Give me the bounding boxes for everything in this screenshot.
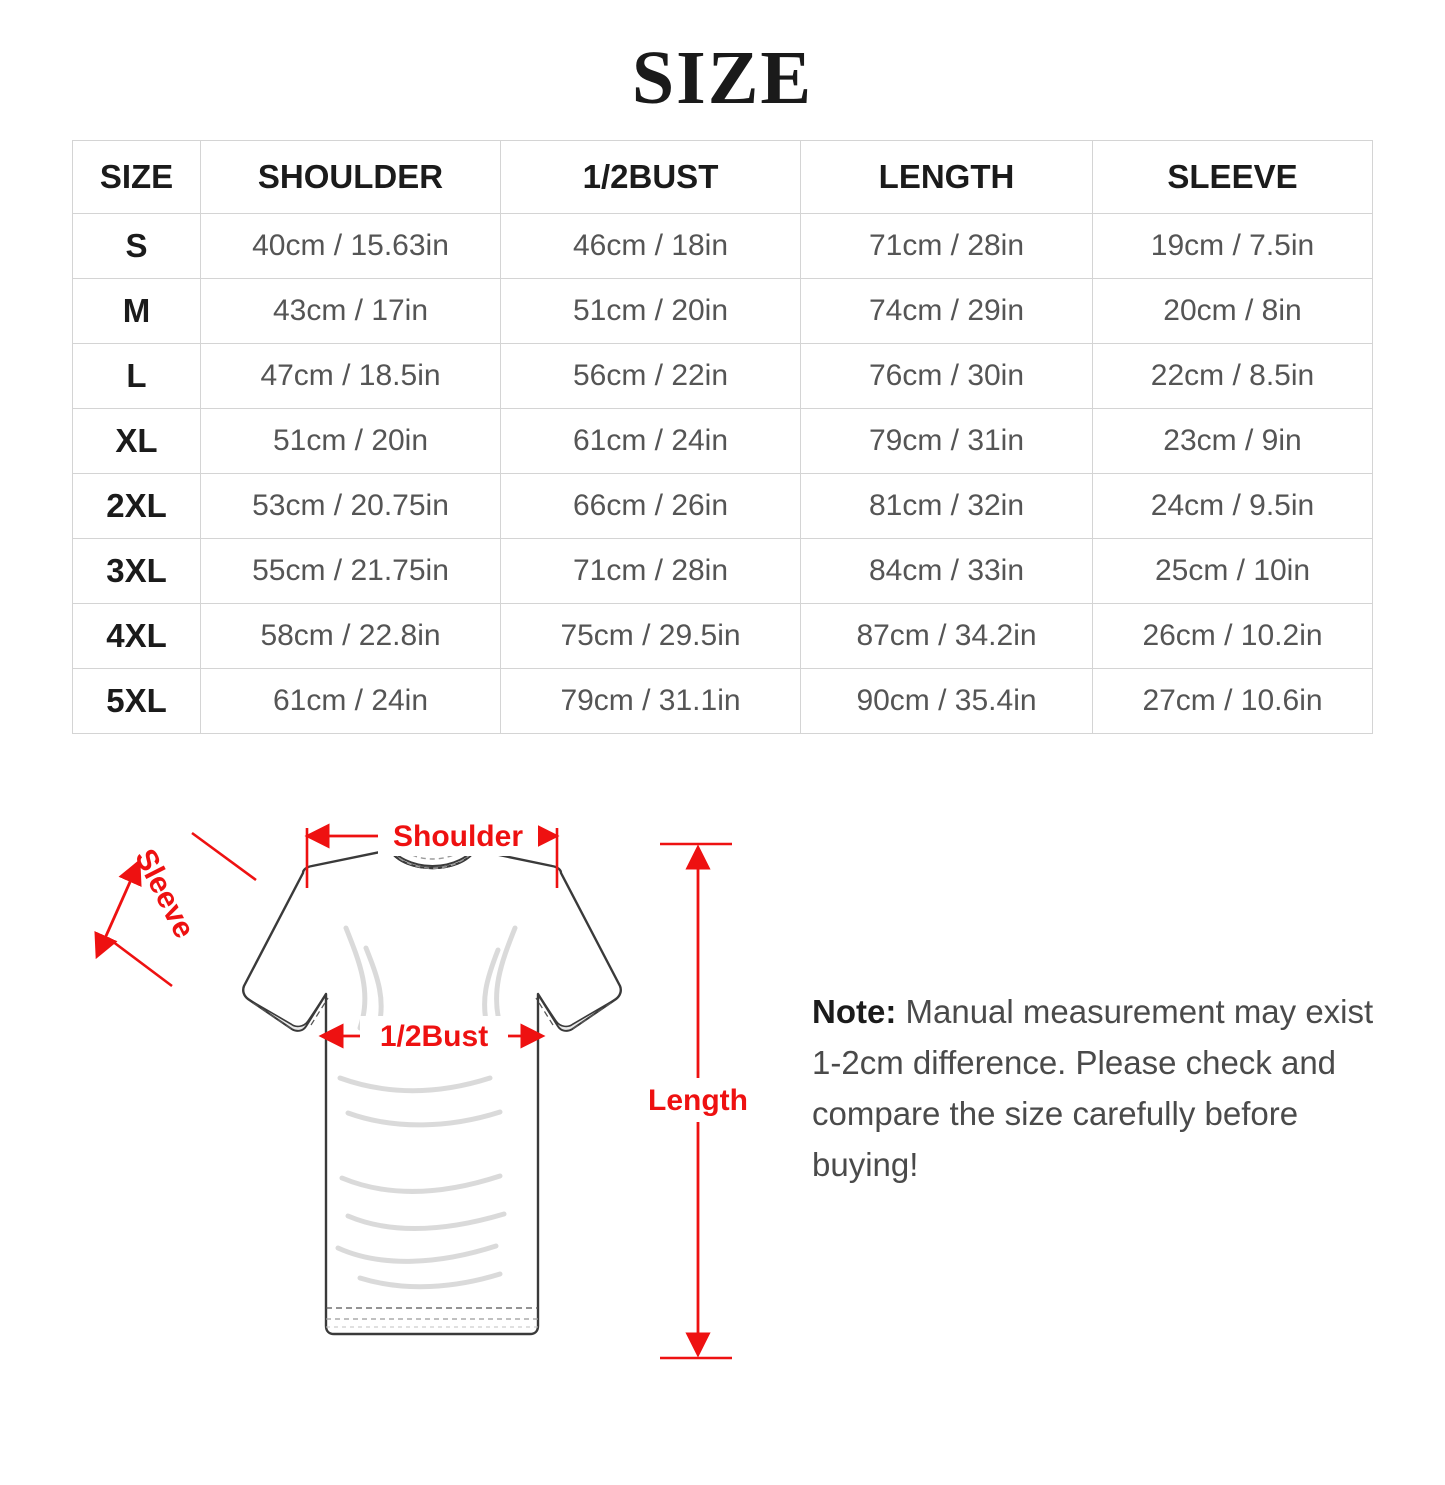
cell-bust: 46cm / 18in	[501, 214, 801, 279]
cell-length: 84cm / 33in	[801, 539, 1093, 604]
note-prefix: Note:	[812, 993, 897, 1030]
cell-size: XL	[73, 409, 201, 474]
cell-shoulder: 43cm / 17in	[201, 279, 501, 344]
note-body: Manual measurement may exist 1-2cm difference. Please check and compare the size carefully before buying!	[812, 993, 1374, 1184]
column-header-size: SIZE	[73, 141, 201, 214]
cell-sleeve: 19cm / 7.5in	[1093, 214, 1373, 279]
cell-shoulder: 47cm / 18.5in	[201, 344, 501, 409]
cell-shoulder: 40cm / 15.63in	[201, 214, 501, 279]
sleeve-measure-arrow	[98, 833, 256, 986]
cell-length: 79cm / 31in	[801, 409, 1093, 474]
cell-bust: 71cm / 28in	[501, 539, 801, 604]
cell-size: S	[73, 214, 201, 279]
tshirt-diagram	[60, 778, 780, 1438]
table-header-row	[73, 141, 1373, 214]
cell-size: 5XL	[73, 669, 201, 734]
table-row	[73, 279, 1373, 344]
sleeve-measure-label: Sleeve	[128, 843, 201, 944]
cell-sleeve: 22cm / 8.5in	[1093, 344, 1373, 409]
measurement-diagram-section	[0, 778, 1445, 1438]
cell-bust: 66cm / 26in	[501, 474, 801, 539]
note-text	[812, 986, 1392, 1191]
shoulder-measure-label: Shoulder	[392, 820, 524, 853]
cell-bust: 51cm / 20in	[501, 279, 801, 344]
cell-bust: 75cm / 29.5in	[501, 604, 801, 669]
cell-sleeve: 24cm / 9.5in	[1093, 474, 1373, 539]
cell-length: 76cm / 30in	[801, 344, 1093, 409]
column-header-shoulder: SHOULDER	[201, 141, 501, 214]
cell-size: M	[73, 279, 201, 344]
bust-measure-label: 1/2Bust	[379, 1020, 489, 1053]
cell-length: 71cm / 28in	[801, 214, 1093, 279]
cell-sleeve: 23cm / 9in	[1093, 409, 1373, 474]
page-title: SIZE	[631, 36, 814, 120]
cell-bust: 61cm / 24in	[501, 409, 801, 474]
cell-sleeve: 26cm / 10.2in	[1093, 604, 1373, 669]
cell-length: 74cm / 29in	[801, 279, 1093, 344]
cell-shoulder: 55cm / 21.75in	[201, 539, 501, 604]
table-row	[73, 604, 1373, 669]
cell-shoulder: 61cm / 24in	[201, 669, 501, 734]
table-row	[73, 214, 1373, 279]
table-row	[73, 344, 1373, 409]
cell-size: 3XL	[73, 539, 201, 604]
column-header-length: LENGTH	[801, 141, 1093, 214]
table-row	[73, 669, 1373, 734]
table-row	[73, 539, 1373, 604]
table-row	[73, 409, 1373, 474]
cell-length: 87cm / 34.2in	[801, 604, 1093, 669]
cell-size: 2XL	[73, 474, 201, 539]
tshirt-outline	[243, 834, 621, 1334]
length-measure-label: Length	[648, 1084, 748, 1117]
cell-size: 4XL	[73, 604, 201, 669]
column-header-bust: 1/2BUST	[501, 141, 801, 214]
cell-length: 90cm / 35.4in	[801, 669, 1093, 734]
cell-shoulder: 51cm / 20in	[201, 409, 501, 474]
cell-bust: 79cm / 31.1in	[501, 669, 801, 734]
cell-length: 81cm / 32in	[801, 474, 1093, 539]
size-table-container	[0, 140, 1445, 734]
cell-shoulder: 58cm / 22.8in	[201, 604, 501, 669]
cell-shoulder: 53cm / 20.75in	[201, 474, 501, 539]
cell-sleeve: 27cm / 10.6in	[1093, 669, 1373, 734]
length-measure-arrow	[648, 844, 748, 1358]
cell-sleeve: 20cm / 8in	[1093, 279, 1373, 344]
column-header-sleeve: SLEEVE	[1093, 141, 1373, 214]
cell-size: L	[73, 344, 201, 409]
table-row	[73, 474, 1373, 539]
cell-bust: 56cm / 22in	[501, 344, 801, 409]
cell-sleeve: 25cm / 10in	[1093, 539, 1373, 604]
size-chart-table	[72, 140, 1373, 734]
